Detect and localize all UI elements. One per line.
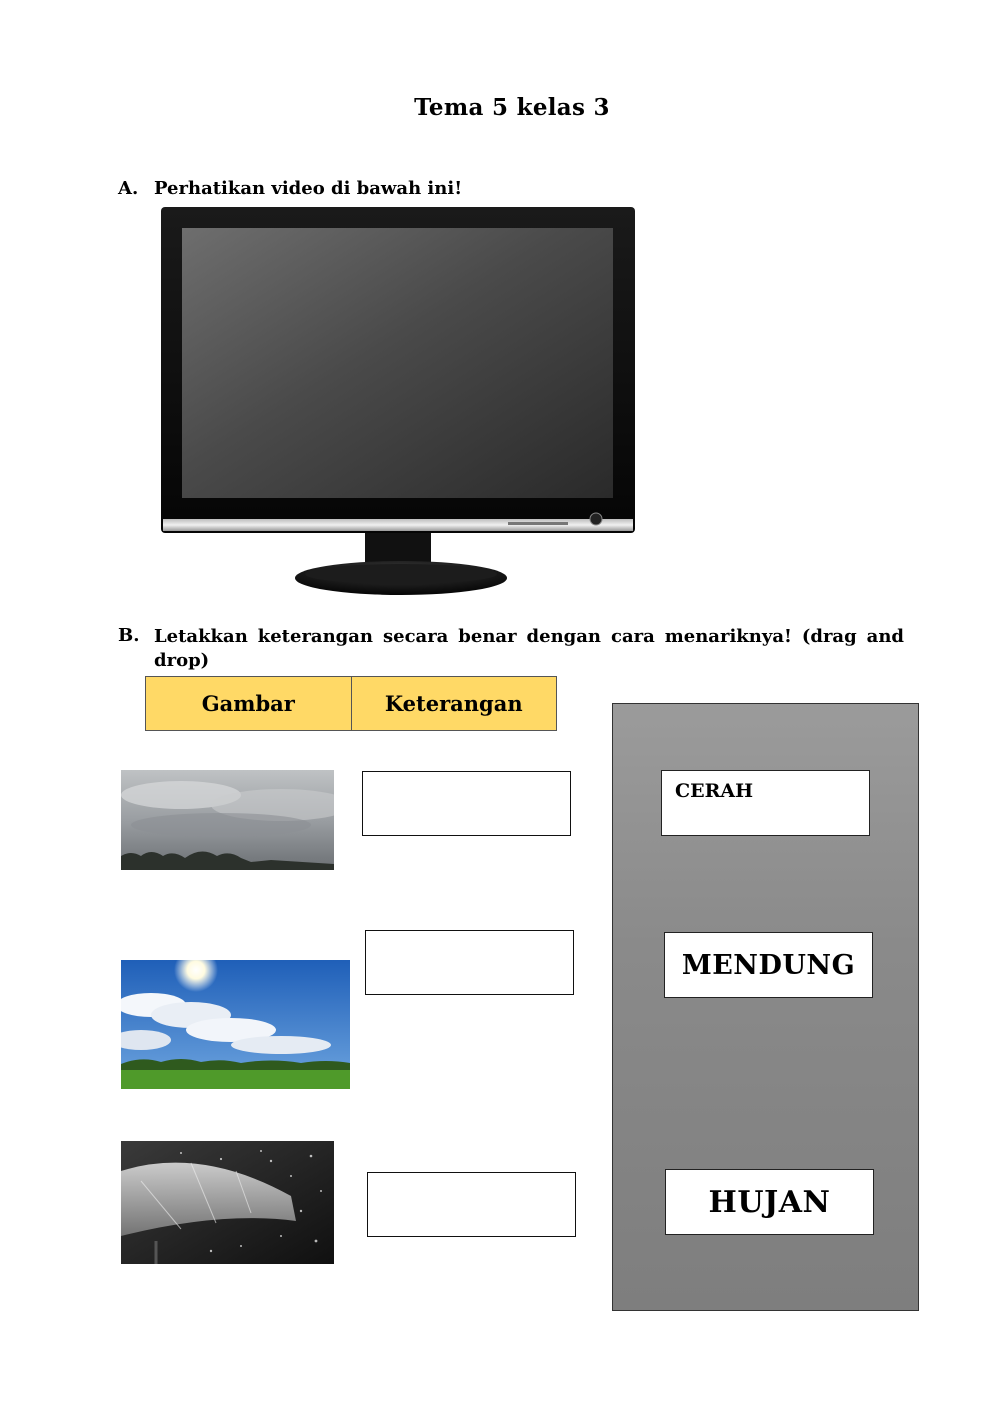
section-b-heading (118, 625, 904, 671)
section-b-number: B. (118, 625, 140, 646)
cloudy-sky-photo (121, 770, 334, 870)
section-b-instruction-line1: Letakkan keterangan secara benar dengan cara menariknya! (drag and (154, 626, 904, 647)
section-b-instruction-line2: drop) (154, 650, 210, 671)
word-card-mendung[interactable]: MENDUNG (664, 932, 873, 998)
section-a-instruction: Perhatikan video di bawah ini! (154, 178, 463, 199)
video-player[interactable] (160, 206, 636, 596)
drop-box-1[interactable] (362, 771, 571, 836)
page-title: Tema 5 kelas 3 (414, 94, 610, 121)
word-card-cerah[interactable]: CERAH (661, 770, 870, 836)
table-header (145, 676, 557, 731)
drop-box-2[interactable] (365, 930, 574, 995)
drop-box-3[interactable] (367, 1172, 576, 1237)
word-card-hujan[interactable]: HUJAN (665, 1169, 874, 1235)
header-gambar: Gambar (201, 691, 295, 716)
section-a-heading (118, 178, 462, 199)
rain-umbrella-photo (121, 1141, 334, 1264)
sunny-sky-photo (121, 960, 350, 1089)
header-keterangan: Keterangan (351, 677, 557, 730)
monitor-icon (160, 206, 636, 596)
section-a-number: A. (118, 178, 139, 199)
